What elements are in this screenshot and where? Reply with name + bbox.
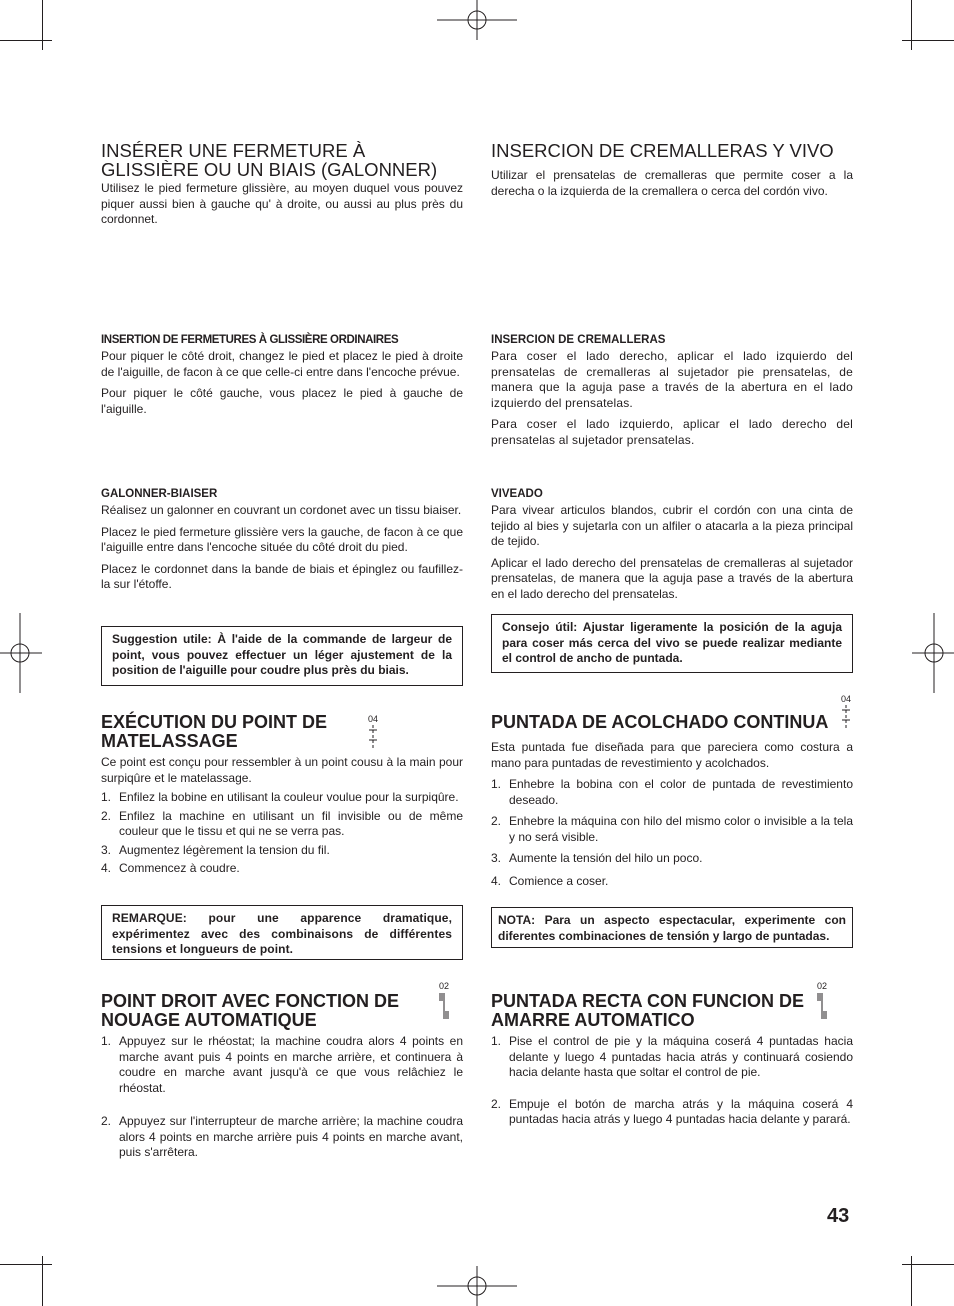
list-item: 1. Pise el control de pie y la máquina coserá 4 puntadas hacia delante y luego 4 puntadas hacia atrás y continuará cosiendo hacia delante hasta que soltar el control de pie. (491, 1034, 853, 1079)
es-quilt-title: PUNTADA DE ACOLCHADO CONTINUA (491, 712, 829, 732)
es-cording-title: VIVEADO (491, 488, 543, 500)
fr-lock-section (101, 992, 463, 1161)
fr-ordinary-title: INSERTION DE FERMETURES À GLISSIÈRE ORDINAIRES (101, 334, 399, 346)
list-item: 1. Enfilez la bobine en utilisant la couleur voulue pour la surpiqûre. (101, 790, 459, 804)
es-zipper-intro: Utilizar el prensatelas de cremalleras que permite coser a la derecha o la izquierda de la cremallera o cerca del cordón vivo. (491, 168, 853, 198)
fr-cording-title: GALONNER-BIAISER (101, 488, 218, 500)
fr-cording-p2: Placez le pied fermeture glissière vers la gauche, de facon à ce que l'aiguille entre dans l'encoche située du côté droit du pied. (101, 524, 463, 554)
list-item: 3. Augmentez légèrement la tension du fil. (101, 842, 330, 857)
es-quilt-section (491, 713, 853, 889)
es-lock-section (491, 992, 853, 1128)
es-cording-section (491, 487, 853, 602)
es-ordinary-title: INSERCION DE CREMALLERAS (491, 334, 666, 346)
list-item: 2. Enfilez la machine en utilisant un fil invisible ou de même couleur que le tissu et qui ne se verra pas. (101, 808, 463, 838)
fr-ordinary-p2: Pour piquer le côté gauche, vous placez le pied à gauche de l'aiguille. (101, 386, 463, 416)
fr-cording-section (101, 487, 463, 593)
list-item: 3. Aumente la tensión del hilo un poco. (491, 851, 703, 865)
fr-lock-title: POINT DROIT AVEC FONCTION DE NOUAGE AUTOMATIQUE (101, 991, 400, 1030)
fr-tip-box: Suggestion utile: À l'aide de la commande de largeur de point, vous pouvez effectuer un léger ajustement de la position de l'aiguille pour coudre plus près du biais. (101, 626, 463, 686)
fr-zipper-intro: Utilisez le pied fermeture glissière, au moyen duquel vous pouvez piquer aussi bien à gauche qu' à droite, ou aussi au plus près du cordonnet. (101, 181, 463, 226)
fr-lock-stitch-icon: 02 (438, 981, 449, 991)
es-quilt-intro: Esta puntada fue diseñada para que pareciera como costura a mano para puntadas de revestimiento y acolchados. (491, 740, 853, 770)
es-ordinary-p2: Para coser el lado izquierdo, aplicar el lado derecho del prensatelas al sujetador prensatelas. (491, 417, 853, 447)
es-cording-p1: Para vivear articulos blandos, cubrir el cordón con una cinta de tejido al bies y sujetarla con un alfiler o atacarla a la pieza principal de tejido. (491, 503, 853, 548)
fr-cording-p3: Placez le cordonnet dans la bande de biais et épinglez ou faufillez-la sur l'étoffe. (101, 561, 463, 591)
page-number: 43 (827, 1205, 850, 1227)
list-item: 2. Appuyez sur l'interrupteur de marche arrière; la machine coudra alors 4 points en marche arrière puis 4 points en marche avant, puis s'arrêtera. (101, 1114, 463, 1159)
fr-cording-p1: Réalisez un galonner en couvrant un cordonet avec un tissu biaiser. (101, 503, 462, 517)
es-quilt-stitch-icon: 04 (840, 694, 851, 704)
registration-mark-right (912, 613, 954, 693)
list-item: 1. Appuyez sur le rhéostat; la machine coudra alors 4 points en marche avant puis 4 points en marche arrière, et continuera à coudre en marche avant jusqu'à ce que vous relâchiez le rhéostat. (101, 1034, 463, 1095)
es-note-box: NOTA: Para un aspecto espectacular, experimente con diferentes combinaciones de tensión y largo de puntadas. (491, 907, 853, 948)
fr-quilt-intro: Ce point est conçu pour ressembler à un point cousu à la main pour surpiqûre et le matelassage. (101, 755, 463, 785)
es-ordinary-section (491, 333, 853, 448)
list-item: 4. Comience a coser. (491, 873, 609, 888)
fr-zipper-section (101, 141, 463, 228)
es-zipper-section (491, 141, 853, 199)
fr-note-box: REMARQUE: pour une apparence dramatique, expérimentez avec des combinaisons de différentes tensions et longueurs de point. (101, 905, 463, 960)
es-lock-title: PUNTADA RECTA CON FUNCION DE AMARRE AUTOMATICO (491, 991, 804, 1030)
list-item: 2. Enhebre la máquina con hilo del mismo color o invisible a la tela y no será visible. (491, 814, 853, 844)
fr-ordinary-section (101, 333, 463, 417)
list-item: 1. Enhebre la bobina con el color de puntada de revestimiento deseado. (491, 777, 853, 807)
fr-zipper-title: INSÉRER UNE FERMETURE À GLISSIÈRE OU UN BIAIS (GALONNER) (101, 140, 438, 180)
es-zipper-title: INSERCION DE CREMALLERAS Y VIVO (491, 140, 834, 161)
es-quilt-steps (491, 777, 853, 889)
es-cording-p2: Aplicar el lado derecho del prensatelas de cremalleras al sujetador prensatelas, de manera que la aguja pase a través de la abertura en el lado derecho del prensatelas. (491, 555, 853, 601)
fr-quilt-steps (101, 790, 463, 877)
fr-quilt-section (101, 713, 463, 877)
es-tip-box: Consejo útil: Ajustar ligeramente la posición de la aguja para coser más cerca del vivo se puede realizar mediante el control de ancho de puntada. (491, 614, 853, 673)
list-item: 4. Commencez à coudre. (101, 861, 240, 875)
registration-mark-left (0, 613, 42, 693)
fr-quilt-stitch-icon: 04 (367, 714, 378, 724)
fr-ordinary-p1: Pour piquer le côté droit, changez le pied et placez le pied à droite de l'aiguille, de facon à ce que celle-ci entre dans l'encoche prévue. (101, 349, 463, 379)
registration-mark-top (437, 0, 517, 42)
es-ordinary-p1: Para coser el lado derecho, aplicar el lado izquierdo del prensatelas de cremalleras al sujetador pie prensatelas, de manera que la aguja pase a través de la abertura en el lado izquierdo del prensatelas. (491, 349, 853, 410)
fr-quilt-title: EXÉCUTION DU POINT DE MATELASSAGE (101, 712, 328, 751)
list-item: 2. Empuje el botón de marcha atrás y la máquina coserá 4 puntadas hacia atrás y luego 4 puntadas hacia delante y parará. (491, 1096, 853, 1126)
es-lock-steps (491, 1034, 853, 1128)
registration-mark-bottom (437, 1266, 517, 1306)
es-lock-stitch-icon: 02 (816, 981, 827, 991)
fr-lock-steps (101, 1034, 463, 1161)
